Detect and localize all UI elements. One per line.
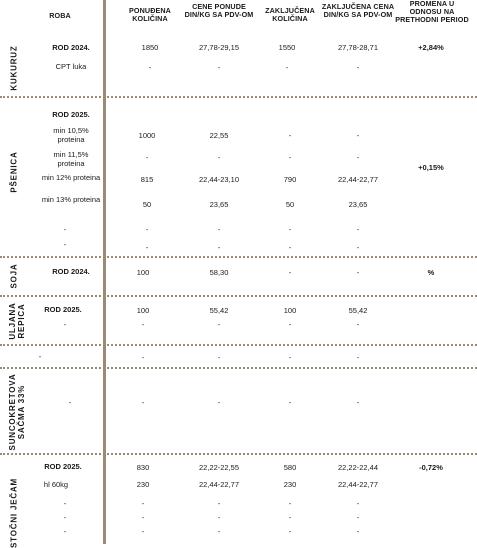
psenica-empty-2-label: - <box>63 240 67 249</box>
psenica-row-1-cene: 22,55 <box>209 131 229 140</box>
psenica-row-4-zak-cena: 23,65 <box>348 200 368 209</box>
stocni-jecam-rod: ROD 2025. <box>44 462 82 471</box>
uljana-repica-zak-cena: 55,42 <box>348 306 368 315</box>
uljana-repica-empty-zak-kol: - <box>288 320 292 329</box>
psenica-row-1-zak-cena: - <box>356 131 360 140</box>
kukuruz-cpt-ponudjena: - <box>148 63 152 72</box>
empty-row-cene: - <box>217 353 221 362</box>
section-label-uljana-repica: ULJANA REPICA <box>8 302 26 340</box>
psenica-row-3-cene: 22,44-23,10 <box>198 175 240 184</box>
section-label-suncokretova-sacma: SUNCOKRETOVA SAČMA 33% <box>8 373 26 451</box>
psenica-row-1-ponudjena: 1000 <box>138 131 156 140</box>
suncokretova-label: - <box>68 398 72 407</box>
psenica-row-3-zak-cena: 22,44-22,77 <box>337 175 379 184</box>
psenica-empty-2-zak-kol: - <box>288 243 292 252</box>
uljana-repica-ponudjena: 100 <box>136 306 150 315</box>
stocni-jecam-empty-3-zak-kol: - <box>288 527 292 536</box>
uljana-repica-zak-kol: 100 <box>283 306 297 315</box>
stocni-jecam-empty-1-ponudjena: - <box>141 499 145 508</box>
empty-row-zak-kol: - <box>288 353 292 362</box>
psenica-empty-1-zak-kol: - <box>288 225 292 234</box>
kukuruz-ponudjena: 1850 <box>141 43 159 52</box>
psenica-row-1-zak-kol: - <box>288 131 292 140</box>
stocni-jecam-hl-zak-cena: 22,44-22,77 <box>337 480 379 489</box>
psenica-row-3-zak-kol: 790 <box>283 175 297 184</box>
stocni-jecam-empty-2-zak-kol: - <box>288 513 292 522</box>
stocni-jecam-ponudjena: 830 <box>136 463 150 472</box>
suncokretova-ponudjena: - <box>141 398 145 407</box>
stocni-jecam-empty-3-cene: - <box>217 527 221 536</box>
kukuruz-zak-kol: 1550 <box>278 43 296 52</box>
stocni-jecam-zak-cena: 22,22-22,44 <box>337 463 379 472</box>
stocni-jecam-empty-1-label: - <box>63 499 67 508</box>
psenica-empty-1-zak-cena: - <box>356 225 360 234</box>
stocni-jecam-empty-2-cene: - <box>217 513 221 522</box>
section-label-psenica: PŠENICA <box>9 151 19 193</box>
column-divider <box>103 0 106 544</box>
soja-ponudjena: 100 <box>136 268 150 277</box>
psenica-row-2-zak-cena: - <box>356 153 360 162</box>
soja-zak-cena: - <box>356 268 360 277</box>
stocni-jecam-empty-1-zak-cena: - <box>356 499 360 508</box>
soja-zak-kol: - <box>288 268 292 277</box>
suncokretova-zak-kol: - <box>288 398 292 407</box>
header-ponudjena-kolicina: PONUĐENA KOLIČINA <box>129 6 171 24</box>
psenica-row-4-ponudjena: 50 <box>142 200 152 209</box>
divider <box>0 367 477 369</box>
psenica-empty-1-label: - <box>63 225 67 234</box>
kukuruz-cpt-cene: - <box>217 63 221 72</box>
uljana-repica-empty-cene: - <box>217 320 221 329</box>
section-label-soja: SOJA <box>9 263 19 289</box>
divider <box>0 344 477 346</box>
uljana-repica-cene: 55,42 <box>209 306 229 315</box>
divider <box>0 295 477 297</box>
stocni-jecam-hl-label: hl 60kg <box>43 480 69 489</box>
psenica-row-4-zak-kol: 50 <box>285 200 295 209</box>
psenica-row-3-ponudjena: 815 <box>140 175 154 184</box>
psenica-row-2-label: min 11,5% proteina <box>53 150 89 168</box>
soja-rod: ROD 2024. <box>52 267 90 276</box>
header-roba: ROBA <box>49 11 71 20</box>
stocni-jecam-hl-zak-kol: 230 <box>283 480 297 489</box>
soja-cene: 58,30 <box>209 268 229 277</box>
stocni-jecam-empty-1-cene: - <box>217 499 221 508</box>
stocni-jecam-hl-cene: 22,44-22,77 <box>198 480 240 489</box>
psenica-row-2-ponudjena: - <box>145 153 149 162</box>
stocni-jecam-zak-kol: 580 <box>283 463 297 472</box>
soja-promena: % <box>427 268 435 277</box>
uljana-repica-empty-label: - <box>63 320 67 329</box>
uljana-repica-empty-ponudjena: - <box>141 320 145 329</box>
stocni-jecam-cene: 22,22-22,55 <box>198 463 240 472</box>
uljana-repica-rod: ROD 2025. <box>44 305 82 314</box>
header-promena: PROMENA U ODNOSU NA PRETHODNI PERIOD <box>395 0 469 25</box>
psenica-empty-2-zak-cena: - <box>356 243 360 252</box>
stocni-jecam-promena: -0,72% <box>419 463 443 472</box>
psenica-row-4-label: min 13% proteina <box>41 195 101 204</box>
stocni-jecam-empty-3-zak-cena: - <box>356 527 360 536</box>
stocni-jecam-empty-1-zak-kol: - <box>288 499 292 508</box>
empty-row-zak-cena: - <box>356 353 360 362</box>
kukuruz-cene: 27,78-29,15 <box>198 43 240 52</box>
divider <box>0 453 477 455</box>
kukuruz-zak-cena: 27,78-28,71 <box>337 43 379 52</box>
uljana-repica-empty-zak-cena: - <box>356 320 360 329</box>
empty-row-ponudjena: - <box>141 353 145 362</box>
stocni-jecam-empty-2-ponudjena: - <box>141 513 145 522</box>
psenica-rod: ROD 2025. <box>52 110 90 119</box>
psenica-row-3-label: min 12% proteina <box>41 173 101 182</box>
psenica-empty-1-cene: - <box>217 225 221 234</box>
header-zakljucena-cena: ZAKLJUČENA CENA DIN/KG SA PDV-OM <box>321 2 395 20</box>
suncokretova-cene: - <box>217 398 221 407</box>
psenica-row-4-cene: 23,65 <box>209 200 229 209</box>
kukuruz-cpt-label: CPT luka <box>55 62 87 71</box>
stocni-jecam-empty-2-zak-cena: - <box>356 513 360 522</box>
divider <box>0 256 477 258</box>
kukuruz-cpt-zak-kol: - <box>285 63 289 72</box>
suncokretova-zak-cena: - <box>356 398 360 407</box>
psenica-empty-2-ponudjena: - <box>145 243 149 252</box>
kukuruz-promena: +2,84% <box>418 43 444 52</box>
stocni-jecam-empty-3-ponudjena: - <box>141 527 145 536</box>
stocni-jecam-empty-3-label: - <box>63 527 67 536</box>
psenica-row-2-cene: - <box>217 153 221 162</box>
divider <box>0 96 477 98</box>
kukuruz-cpt-zak-cena: - <box>356 63 360 72</box>
psenica-promena: +0,15% <box>418 163 444 172</box>
header-zakljucena-kolicina: ZAKLJUČENA KOLIČINA <box>265 6 315 24</box>
stocni-jecam-empty-2-label: - <box>63 513 67 522</box>
section-label-kukuruz: KUKURUZ <box>9 45 19 91</box>
psenica-row-1-label: min 10,5% proteina <box>53 126 89 144</box>
psenica-row-2-zak-kol: - <box>288 153 292 162</box>
psenica-empty-1-ponudjena: - <box>145 225 149 234</box>
empty-row-label: - <box>38 352 42 361</box>
section-label-stocni-jecam: STOČNI JEČAM <box>9 478 19 548</box>
header-cene-ponude: CENE PONUDE DIN/KG SA PDV-OM <box>184 2 254 20</box>
kukuruz-rod: ROD 2024. <box>52 43 90 52</box>
psenica-empty-2-cene: - <box>217 243 221 252</box>
stocni-jecam-hl-ponudjena: 230 <box>136 480 150 489</box>
